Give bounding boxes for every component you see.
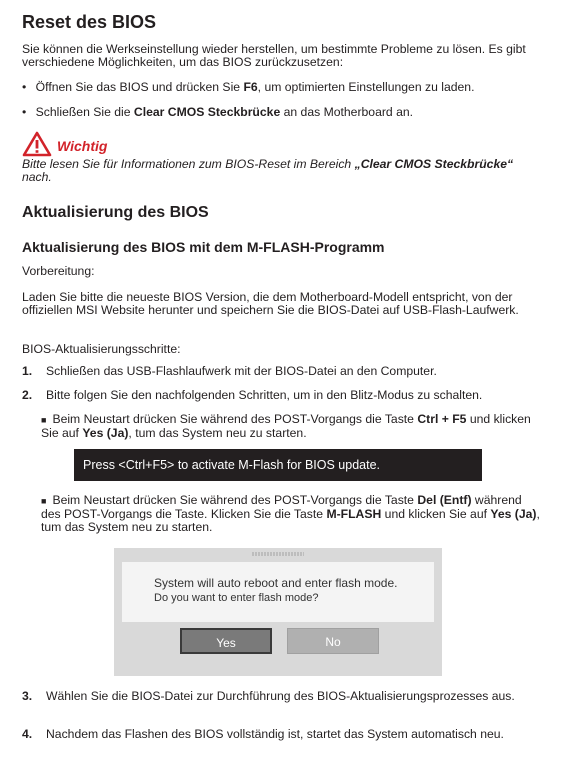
section-title-update: Aktualisierung des BIOS bbox=[22, 204, 209, 221]
sub-step-2-mflash: M-FLASH bbox=[326, 507, 382, 521]
step-3-number: 3. bbox=[22, 689, 33, 703]
bullet-cmos-bold: Clear CMOS Steckbrücke bbox=[133, 105, 281, 119]
warning-title: Wichtig bbox=[57, 138, 108, 154]
step-4-number: 4. bbox=[22, 727, 33, 741]
step-4-text: Nachdem das Flashen des BIOS vollständig ist, startet das System automatisch neu. bbox=[46, 727, 504, 741]
step-2 bbox=[22, 389, 542, 402]
step-4 bbox=[22, 728, 527, 741]
bullet-f6-text-post: , um optimierten Einstellungen zu laden. bbox=[257, 80, 475, 94]
sub-step-ctrl-f5: ■ Beim Neustart drücken Sie während des POST-Vorgangs die Taste Ctrl + F5 und klicken Sie auf Yes (Ja), tum das System neu zu starten. bbox=[41, 412, 531, 440]
step-1-number: 1. bbox=[22, 364, 33, 378]
bullet-clear-cmos bbox=[22, 106, 542, 119]
section-title-reset: Reset des BIOS bbox=[22, 12, 157, 32]
sub-step-2-mid: während des POST-Vorgangs die Taste. Klicken Sie die Taste bbox=[41, 493, 522, 521]
warning-text-pre: Bitte lesen Sie für Informationen zum BIOS-Reset im Bereich bbox=[22, 157, 355, 171]
step-1-text: Schließen das USB-Flashlaufwerk mit der BIOS-Datei an den Computer. bbox=[46, 364, 437, 378]
bullet-cmos-text-post: an das Motherboard an. bbox=[280, 105, 414, 119]
dialog-grip bbox=[252, 552, 304, 556]
step-2-number: 2. bbox=[22, 388, 33, 402]
sub-step-2-mid2: und klicken Sie auf bbox=[381, 507, 491, 521]
sub-step-1-yes: Yes (Ja) bbox=[82, 426, 129, 440]
subsection-title-mflash: Aktualisierung des BIOS mit dem M-FLASH-Programm bbox=[22, 239, 385, 255]
reset-intro: Sie können die Werkseinstellung wieder herstellen, um bestimmte Probleme zu lösen. Es gibt verschiedene Möglichkeiten, um das BIOS zurückzusetzen: bbox=[22, 42, 526, 69]
bullet-cmos-text-pre: Schließen Sie die bbox=[35, 105, 134, 119]
bullet-f6-key: F6 bbox=[243, 80, 258, 94]
step-3 bbox=[22, 690, 527, 703]
console-message: Press <Ctrl+F5> to activate M-Flash for BIOS update. bbox=[74, 449, 482, 481]
flash-dialog bbox=[114, 548, 442, 676]
warning-text-post: nach. bbox=[22, 170, 52, 184]
warning-icon bbox=[22, 131, 52, 157]
dialog-yes-button[interactable]: Yes bbox=[180, 628, 272, 654]
prep-label: Vorbereitung: bbox=[22, 264, 95, 278]
bullet-f6-text-pre: Öffnen Sie das BIOS und drücken Sie bbox=[35, 80, 244, 94]
dialog-message: System will auto reboot and enter flash mode. bbox=[154, 576, 398, 590]
sub-step-2-key: Del (Entf) bbox=[417, 493, 472, 507]
prep-text: Laden Sie bitte die neueste BIOS Version, die dem Motherboard-Modell entspricht, von der offiziellen MSI Website herunter und speichern Sie die BIOS-Datei auf USB-Flash-Laufwerk. bbox=[22, 290, 519, 317]
step-3-text: Wählen Sie die BIOS-Datei zur Durchführung des BIOS-Aktualisierungsprozesses aus. bbox=[46, 689, 515, 703]
warning-text-bold: „Clear CMOS Steckbrücke“ bbox=[354, 157, 514, 171]
sub-step-2-yes: Yes (Ja) bbox=[490, 507, 537, 521]
sub-step-del: ■ Beim Neustart drücken Sie während des POST-Vorgangs die Taste Del (Entf) während des POST-Vorgangs die Taste. Klicken Sie die Taste M-FLASH und klicken Sie auf Yes (Ja), tum das System neu zu starten. bbox=[41, 493, 540, 534]
sub-step-1-mid: und klicken Sie auf bbox=[41, 412, 531, 440]
dialog-question: Do you want to enter flash mode? bbox=[154, 592, 319, 604]
sub-step-2-pre: Beim Neustart drücken Sie während des POST-Vorgangs die Taste bbox=[52, 493, 418, 507]
sub-step-1-pre: Beim Neustart drücken Sie während des POST-Vorgangs die Taste bbox=[52, 412, 418, 426]
sub-step-2-post: , tum das System neu zu starten. bbox=[41, 507, 540, 534]
bullet-f6 bbox=[22, 81, 542, 94]
sub-step-1-key: Ctrl + F5 bbox=[417, 412, 467, 426]
step-2-text: Bitte folgen Sie den nachfolgenden Schritten, um in den Blitz-Modus zu schalten. bbox=[46, 388, 483, 402]
steps-label: BIOS-Aktualisierungsschritte: bbox=[22, 342, 181, 356]
dialog-no-button[interactable]: No bbox=[287, 628, 379, 654]
warning-text bbox=[22, 158, 542, 184]
step-1 bbox=[22, 365, 542, 378]
sub-step-1-post: , tum das System neu zu starten. bbox=[128, 426, 307, 440]
